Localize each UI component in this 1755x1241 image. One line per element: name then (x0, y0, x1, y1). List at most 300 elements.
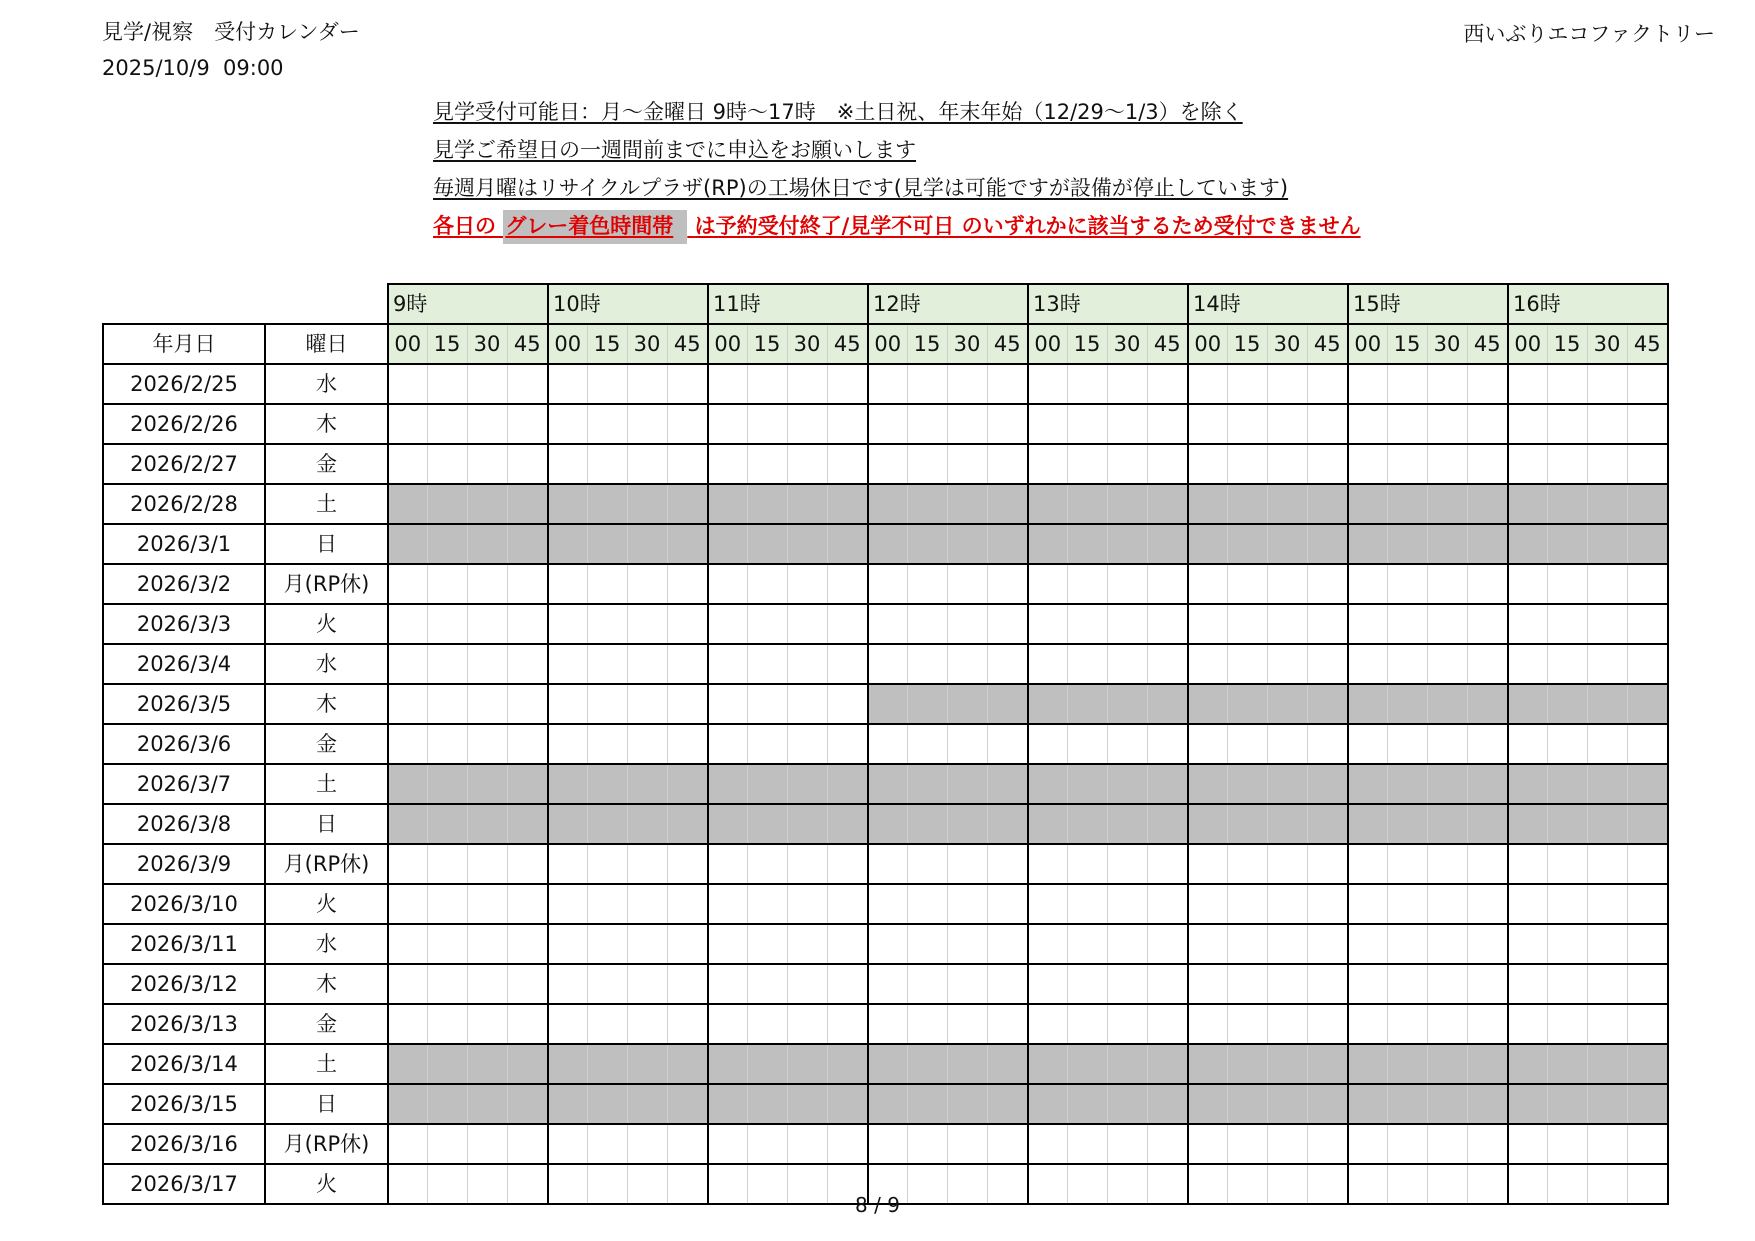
time-slot[interactable] (1028, 564, 1067, 604)
time-slot[interactable] (1587, 724, 1627, 764)
time-slot[interactable] (627, 444, 667, 484)
time-slot[interactable] (1188, 604, 1227, 644)
time-slot[interactable] (827, 1004, 868, 1044)
time-slot[interactable] (388, 844, 427, 884)
time-slot[interactable] (1587, 644, 1627, 684)
time-slot[interactable] (1387, 724, 1427, 764)
time-slot[interactable] (467, 844, 507, 884)
time-slot[interactable] (1188, 964, 1227, 1004)
time-slot[interactable] (1427, 884, 1467, 924)
time-slot[interactable] (1627, 1124, 1668, 1164)
time-slot[interactable] (947, 604, 987, 644)
time-slot[interactable] (427, 1004, 467, 1044)
time-slot[interactable] (947, 884, 987, 924)
time-slot[interactable] (907, 604, 947, 644)
time-slot[interactable] (627, 724, 667, 764)
time-slot[interactable] (1427, 604, 1467, 644)
time-slot[interactable] (1267, 844, 1307, 884)
time-slot[interactable] (1028, 1124, 1067, 1164)
time-slot[interactable] (507, 604, 548, 644)
time-slot[interactable] (1587, 844, 1627, 884)
time-slot[interactable] (787, 564, 827, 604)
time-slot[interactable] (747, 724, 787, 764)
time-slot[interactable] (1427, 844, 1467, 884)
time-slot[interactable] (1587, 564, 1627, 604)
time-slot[interactable] (708, 884, 747, 924)
time-slot[interactable] (1508, 1124, 1547, 1164)
time-slot[interactable] (1348, 1124, 1387, 1164)
time-slot[interactable] (907, 844, 947, 884)
time-slot[interactable] (507, 884, 548, 924)
time-slot[interactable] (587, 364, 627, 404)
time-slot[interactable] (1147, 404, 1188, 444)
time-slot[interactable] (787, 884, 827, 924)
time-slot[interactable] (1147, 564, 1188, 604)
time-slot[interactable] (907, 884, 947, 924)
time-slot[interactable] (548, 444, 587, 484)
time-slot[interactable] (868, 844, 907, 884)
time-slot[interactable] (1028, 964, 1067, 1004)
time-slot[interactable] (467, 644, 507, 684)
time-slot[interactable] (1028, 364, 1067, 404)
time-slot[interactable] (1188, 364, 1227, 404)
time-slot[interactable] (787, 1004, 827, 1044)
time-slot[interactable] (427, 924, 467, 964)
time-slot[interactable] (1387, 364, 1427, 404)
time-slot[interactable] (1307, 844, 1348, 884)
time-slot[interactable] (1188, 644, 1227, 684)
time-slot[interactable] (907, 924, 947, 964)
time-slot[interactable] (987, 444, 1028, 484)
time-slot[interactable] (667, 684, 708, 724)
time-slot[interactable] (1227, 964, 1267, 1004)
time-slot[interactable] (787, 364, 827, 404)
time-slot[interactable] (587, 1124, 627, 1164)
time-slot[interactable] (987, 604, 1028, 644)
time-slot[interactable] (1387, 604, 1427, 644)
time-slot[interactable] (507, 964, 548, 1004)
time-slot[interactable] (427, 644, 467, 684)
time-slot[interactable] (1028, 884, 1067, 924)
time-slot[interactable] (827, 604, 868, 644)
time-slot[interactable] (868, 564, 907, 604)
time-slot[interactable] (1147, 964, 1188, 1004)
time-slot[interactable] (1467, 1004, 1508, 1044)
time-slot[interactable] (1627, 844, 1668, 884)
time-slot[interactable] (388, 444, 427, 484)
time-slot[interactable] (1067, 564, 1107, 604)
time-slot[interactable] (1067, 364, 1107, 404)
time-slot[interactable] (548, 884, 587, 924)
time-slot[interactable] (587, 404, 627, 444)
time-slot[interactable] (388, 1124, 427, 1164)
time-slot[interactable] (1627, 444, 1668, 484)
time-slot[interactable] (1627, 604, 1668, 644)
time-slot[interactable] (1587, 964, 1627, 1004)
time-slot[interactable] (507, 724, 548, 764)
time-slot[interactable] (787, 844, 827, 884)
time-slot[interactable] (1627, 924, 1668, 964)
time-slot[interactable] (747, 444, 787, 484)
time-slot[interactable] (1508, 564, 1547, 604)
time-slot[interactable] (1267, 604, 1307, 644)
time-slot[interactable] (1188, 924, 1227, 964)
time-slot[interactable] (1307, 1124, 1348, 1164)
time-slot[interactable] (747, 924, 787, 964)
time-slot[interactable] (708, 364, 747, 404)
time-slot[interactable] (548, 404, 587, 444)
time-slot[interactable] (787, 604, 827, 644)
time-slot[interactable] (868, 364, 907, 404)
time-slot[interactable] (1467, 844, 1508, 884)
time-slot[interactable] (467, 564, 507, 604)
time-slot[interactable] (1627, 404, 1668, 444)
time-slot[interactable] (1627, 884, 1668, 924)
time-slot[interactable] (708, 924, 747, 964)
time-slot[interactable] (1227, 364, 1267, 404)
time-slot[interactable] (868, 724, 907, 764)
time-slot[interactable] (868, 444, 907, 484)
time-slot[interactable] (907, 1124, 947, 1164)
time-slot[interactable] (907, 724, 947, 764)
time-slot[interactable] (827, 644, 868, 684)
time-slot[interactable] (1227, 644, 1267, 684)
time-slot[interactable] (708, 604, 747, 644)
time-slot[interactable] (747, 884, 787, 924)
time-slot[interactable] (507, 1124, 548, 1164)
time-slot[interactable] (1147, 844, 1188, 884)
time-slot[interactable] (1227, 924, 1267, 964)
time-slot[interactable] (467, 1004, 507, 1044)
time-slot[interactable] (1067, 1004, 1107, 1044)
time-slot[interactable] (987, 884, 1028, 924)
time-slot[interactable] (1387, 884, 1427, 924)
time-slot[interactable] (1348, 884, 1387, 924)
time-slot[interactable] (1188, 1124, 1227, 1164)
time-slot[interactable] (548, 604, 587, 644)
time-slot[interactable] (1587, 924, 1627, 964)
time-slot[interactable] (467, 964, 507, 1004)
time-slot[interactable] (1508, 364, 1547, 404)
time-slot[interactable] (947, 844, 987, 884)
time-slot[interactable] (708, 844, 747, 884)
time-slot[interactable] (1467, 364, 1508, 404)
time-slot[interactable] (1587, 1004, 1627, 1044)
time-slot[interactable] (1227, 1004, 1267, 1044)
time-slot[interactable] (627, 1004, 667, 1044)
time-slot[interactable] (667, 924, 708, 964)
time-slot[interactable] (1267, 564, 1307, 604)
time-slot[interactable] (1147, 884, 1188, 924)
time-slot[interactable] (1348, 844, 1387, 884)
time-slot[interactable] (1348, 364, 1387, 404)
time-slot[interactable] (1348, 724, 1387, 764)
time-slot[interactable] (627, 684, 667, 724)
time-slot[interactable] (1307, 564, 1348, 604)
time-slot[interactable] (1267, 644, 1307, 684)
time-slot[interactable] (1028, 924, 1067, 964)
time-slot[interactable] (1107, 644, 1147, 684)
time-slot[interactable] (1587, 884, 1627, 924)
time-slot[interactable] (1627, 564, 1668, 604)
time-slot[interactable] (787, 444, 827, 484)
time-slot[interactable] (467, 604, 507, 644)
time-slot[interactable] (388, 884, 427, 924)
time-slot[interactable] (747, 1124, 787, 1164)
time-slot[interactable] (667, 644, 708, 684)
time-slot[interactable] (868, 884, 907, 924)
time-slot[interactable] (987, 364, 1028, 404)
time-slot[interactable] (1147, 1004, 1188, 1044)
time-slot[interactable] (747, 644, 787, 684)
time-slot[interactable] (667, 364, 708, 404)
time-slot[interactable] (1267, 364, 1307, 404)
time-slot[interactable] (1348, 444, 1387, 484)
time-slot[interactable] (1427, 364, 1467, 404)
time-slot[interactable] (427, 844, 467, 884)
time-slot[interactable] (1227, 884, 1267, 924)
time-slot[interactable] (907, 644, 947, 684)
time-slot[interactable] (1147, 724, 1188, 764)
time-slot[interactable] (868, 964, 907, 1004)
time-slot[interactable] (1387, 844, 1427, 884)
time-slot[interactable] (1387, 564, 1427, 604)
time-slot[interactable] (708, 724, 747, 764)
time-slot[interactable] (388, 1004, 427, 1044)
time-slot[interactable] (1587, 604, 1627, 644)
time-slot[interactable] (467, 444, 507, 484)
time-slot[interactable] (1067, 604, 1107, 644)
time-slot[interactable] (1508, 644, 1547, 684)
time-slot[interactable] (1547, 724, 1587, 764)
time-slot[interactable] (667, 1124, 708, 1164)
time-slot[interactable] (747, 684, 787, 724)
time-slot[interactable] (1107, 884, 1147, 924)
time-slot[interactable] (1028, 724, 1067, 764)
time-slot[interactable] (947, 1124, 987, 1164)
time-slot[interactable] (467, 364, 507, 404)
time-slot[interactable] (827, 964, 868, 1004)
time-slot[interactable] (1307, 964, 1348, 1004)
time-slot[interactable] (1387, 924, 1427, 964)
time-slot[interactable] (1267, 964, 1307, 1004)
time-slot[interactable] (907, 1004, 947, 1044)
time-slot[interactable] (467, 924, 507, 964)
time-slot[interactable] (1107, 724, 1147, 764)
time-slot[interactable] (587, 964, 627, 1004)
time-slot[interactable] (1147, 924, 1188, 964)
time-slot[interactable] (1267, 444, 1307, 484)
time-slot[interactable] (1188, 844, 1227, 884)
time-slot[interactable] (1267, 404, 1307, 444)
time-slot[interactable] (548, 924, 587, 964)
time-slot[interactable] (1467, 404, 1508, 444)
time-slot[interactable] (667, 444, 708, 484)
time-slot[interactable] (747, 604, 787, 644)
time-slot[interactable] (1547, 884, 1587, 924)
time-slot[interactable] (827, 564, 868, 604)
time-slot[interactable] (1307, 604, 1348, 644)
time-slot[interactable] (1467, 1124, 1508, 1164)
time-slot[interactable] (667, 604, 708, 644)
time-slot[interactable] (1227, 444, 1267, 484)
time-slot[interactable] (587, 884, 627, 924)
time-slot[interactable] (427, 604, 467, 644)
time-slot[interactable] (827, 884, 868, 924)
time-slot[interactable] (1508, 404, 1547, 444)
time-slot[interactable] (427, 364, 467, 404)
time-slot[interactable] (1587, 364, 1627, 404)
time-slot[interactable] (467, 884, 507, 924)
time-slot[interactable] (1547, 604, 1587, 644)
time-slot[interactable] (427, 684, 467, 724)
time-slot[interactable] (1227, 404, 1267, 444)
time-slot[interactable] (708, 564, 747, 604)
time-slot[interactable] (868, 604, 907, 644)
time-slot[interactable] (1348, 644, 1387, 684)
time-slot[interactable] (388, 684, 427, 724)
time-slot[interactable] (507, 1004, 548, 1044)
time-slot[interactable] (827, 724, 868, 764)
time-slot[interactable] (1307, 884, 1348, 924)
time-slot[interactable] (627, 1124, 667, 1164)
time-slot[interactable] (1508, 444, 1547, 484)
time-slot[interactable] (1107, 604, 1147, 644)
time-slot[interactable] (1188, 884, 1227, 924)
time-slot[interactable] (1147, 1124, 1188, 1164)
time-slot[interactable] (1627, 364, 1668, 404)
time-slot[interactable] (1107, 924, 1147, 964)
time-slot[interactable] (1348, 924, 1387, 964)
time-slot[interactable] (787, 964, 827, 1004)
time-slot[interactable] (1467, 604, 1508, 644)
time-slot[interactable] (548, 1004, 587, 1044)
time-slot[interactable] (507, 844, 548, 884)
time-slot[interactable] (667, 724, 708, 764)
time-slot[interactable] (1427, 1004, 1467, 1044)
time-slot[interactable] (388, 564, 427, 604)
time-slot[interactable] (1307, 724, 1348, 764)
time-slot[interactable] (1188, 444, 1227, 484)
time-slot[interactable] (1067, 404, 1107, 444)
time-slot[interactable] (1508, 604, 1547, 644)
time-slot[interactable] (1307, 364, 1348, 404)
time-slot[interactable] (947, 964, 987, 1004)
time-slot[interactable] (747, 364, 787, 404)
time-slot[interactable] (987, 964, 1028, 1004)
time-slot[interactable] (787, 404, 827, 444)
time-slot[interactable] (1587, 404, 1627, 444)
time-slot[interactable] (1147, 364, 1188, 404)
time-slot[interactable] (388, 364, 427, 404)
time-slot[interactable] (1467, 964, 1508, 1004)
time-slot[interactable] (1427, 1124, 1467, 1164)
time-slot[interactable] (1147, 604, 1188, 644)
time-slot[interactable] (987, 724, 1028, 764)
time-slot[interactable] (1508, 884, 1547, 924)
time-slot[interactable] (587, 644, 627, 684)
time-slot[interactable] (667, 884, 708, 924)
time-slot[interactable] (1028, 604, 1067, 644)
time-slot[interactable] (907, 404, 947, 444)
time-slot[interactable] (1147, 644, 1188, 684)
time-slot[interactable] (907, 564, 947, 604)
time-slot[interactable] (1467, 444, 1508, 484)
time-slot[interactable] (868, 644, 907, 684)
time-slot[interactable] (1427, 964, 1467, 1004)
time-slot[interactable] (1427, 564, 1467, 604)
time-slot[interactable] (1467, 924, 1508, 964)
time-slot[interactable] (627, 844, 667, 884)
time-slot[interactable] (827, 684, 868, 724)
time-slot[interactable] (1348, 564, 1387, 604)
time-slot[interactable] (467, 404, 507, 444)
time-slot[interactable] (1227, 564, 1267, 604)
time-slot[interactable] (1547, 564, 1587, 604)
time-slot[interactable] (388, 644, 427, 684)
time-slot[interactable] (1467, 564, 1508, 604)
time-slot[interactable] (787, 724, 827, 764)
time-slot[interactable] (708, 1004, 747, 1044)
time-slot[interactable] (667, 1004, 708, 1044)
time-slot[interactable] (1547, 404, 1587, 444)
time-slot[interactable] (708, 964, 747, 1004)
time-slot[interactable] (1348, 604, 1387, 644)
time-slot[interactable] (427, 724, 467, 764)
time-slot[interactable] (1508, 924, 1547, 964)
time-slot[interactable] (907, 964, 947, 1004)
time-slot[interactable] (868, 1124, 907, 1164)
time-slot[interactable] (1547, 644, 1587, 684)
time-slot[interactable] (1348, 404, 1387, 444)
time-slot[interactable] (1267, 1124, 1307, 1164)
time-slot[interactable] (907, 364, 947, 404)
time-slot[interactable] (627, 564, 667, 604)
time-slot[interactable] (1467, 724, 1508, 764)
time-slot[interactable] (1188, 1004, 1227, 1044)
time-slot[interactable] (1028, 1004, 1067, 1044)
time-slot[interactable] (1427, 444, 1467, 484)
time-slot[interactable] (1587, 444, 1627, 484)
time-slot[interactable] (827, 924, 868, 964)
time-slot[interactable] (947, 724, 987, 764)
time-slot[interactable] (587, 444, 627, 484)
time-slot[interactable] (1467, 644, 1508, 684)
time-slot[interactable] (1107, 364, 1147, 404)
time-slot[interactable] (1387, 964, 1427, 1004)
time-slot[interactable] (388, 604, 427, 644)
time-slot[interactable] (1107, 844, 1147, 884)
time-slot[interactable] (1028, 404, 1067, 444)
time-slot[interactable] (947, 364, 987, 404)
time-slot[interactable] (987, 1004, 1028, 1044)
time-slot[interactable] (708, 644, 747, 684)
time-slot[interactable] (388, 964, 427, 1004)
time-slot[interactable] (548, 364, 587, 404)
time-slot[interactable] (907, 444, 947, 484)
time-slot[interactable] (1508, 844, 1547, 884)
time-slot[interactable] (587, 844, 627, 884)
time-slot[interactable] (747, 844, 787, 884)
time-slot[interactable] (1467, 884, 1508, 924)
time-slot[interactable] (787, 684, 827, 724)
time-slot[interactable] (987, 924, 1028, 964)
time-slot[interactable] (1107, 404, 1147, 444)
time-slot[interactable] (1547, 1004, 1587, 1044)
time-slot[interactable] (1307, 404, 1348, 444)
time-slot[interactable] (1028, 644, 1067, 684)
time-slot[interactable] (587, 564, 627, 604)
